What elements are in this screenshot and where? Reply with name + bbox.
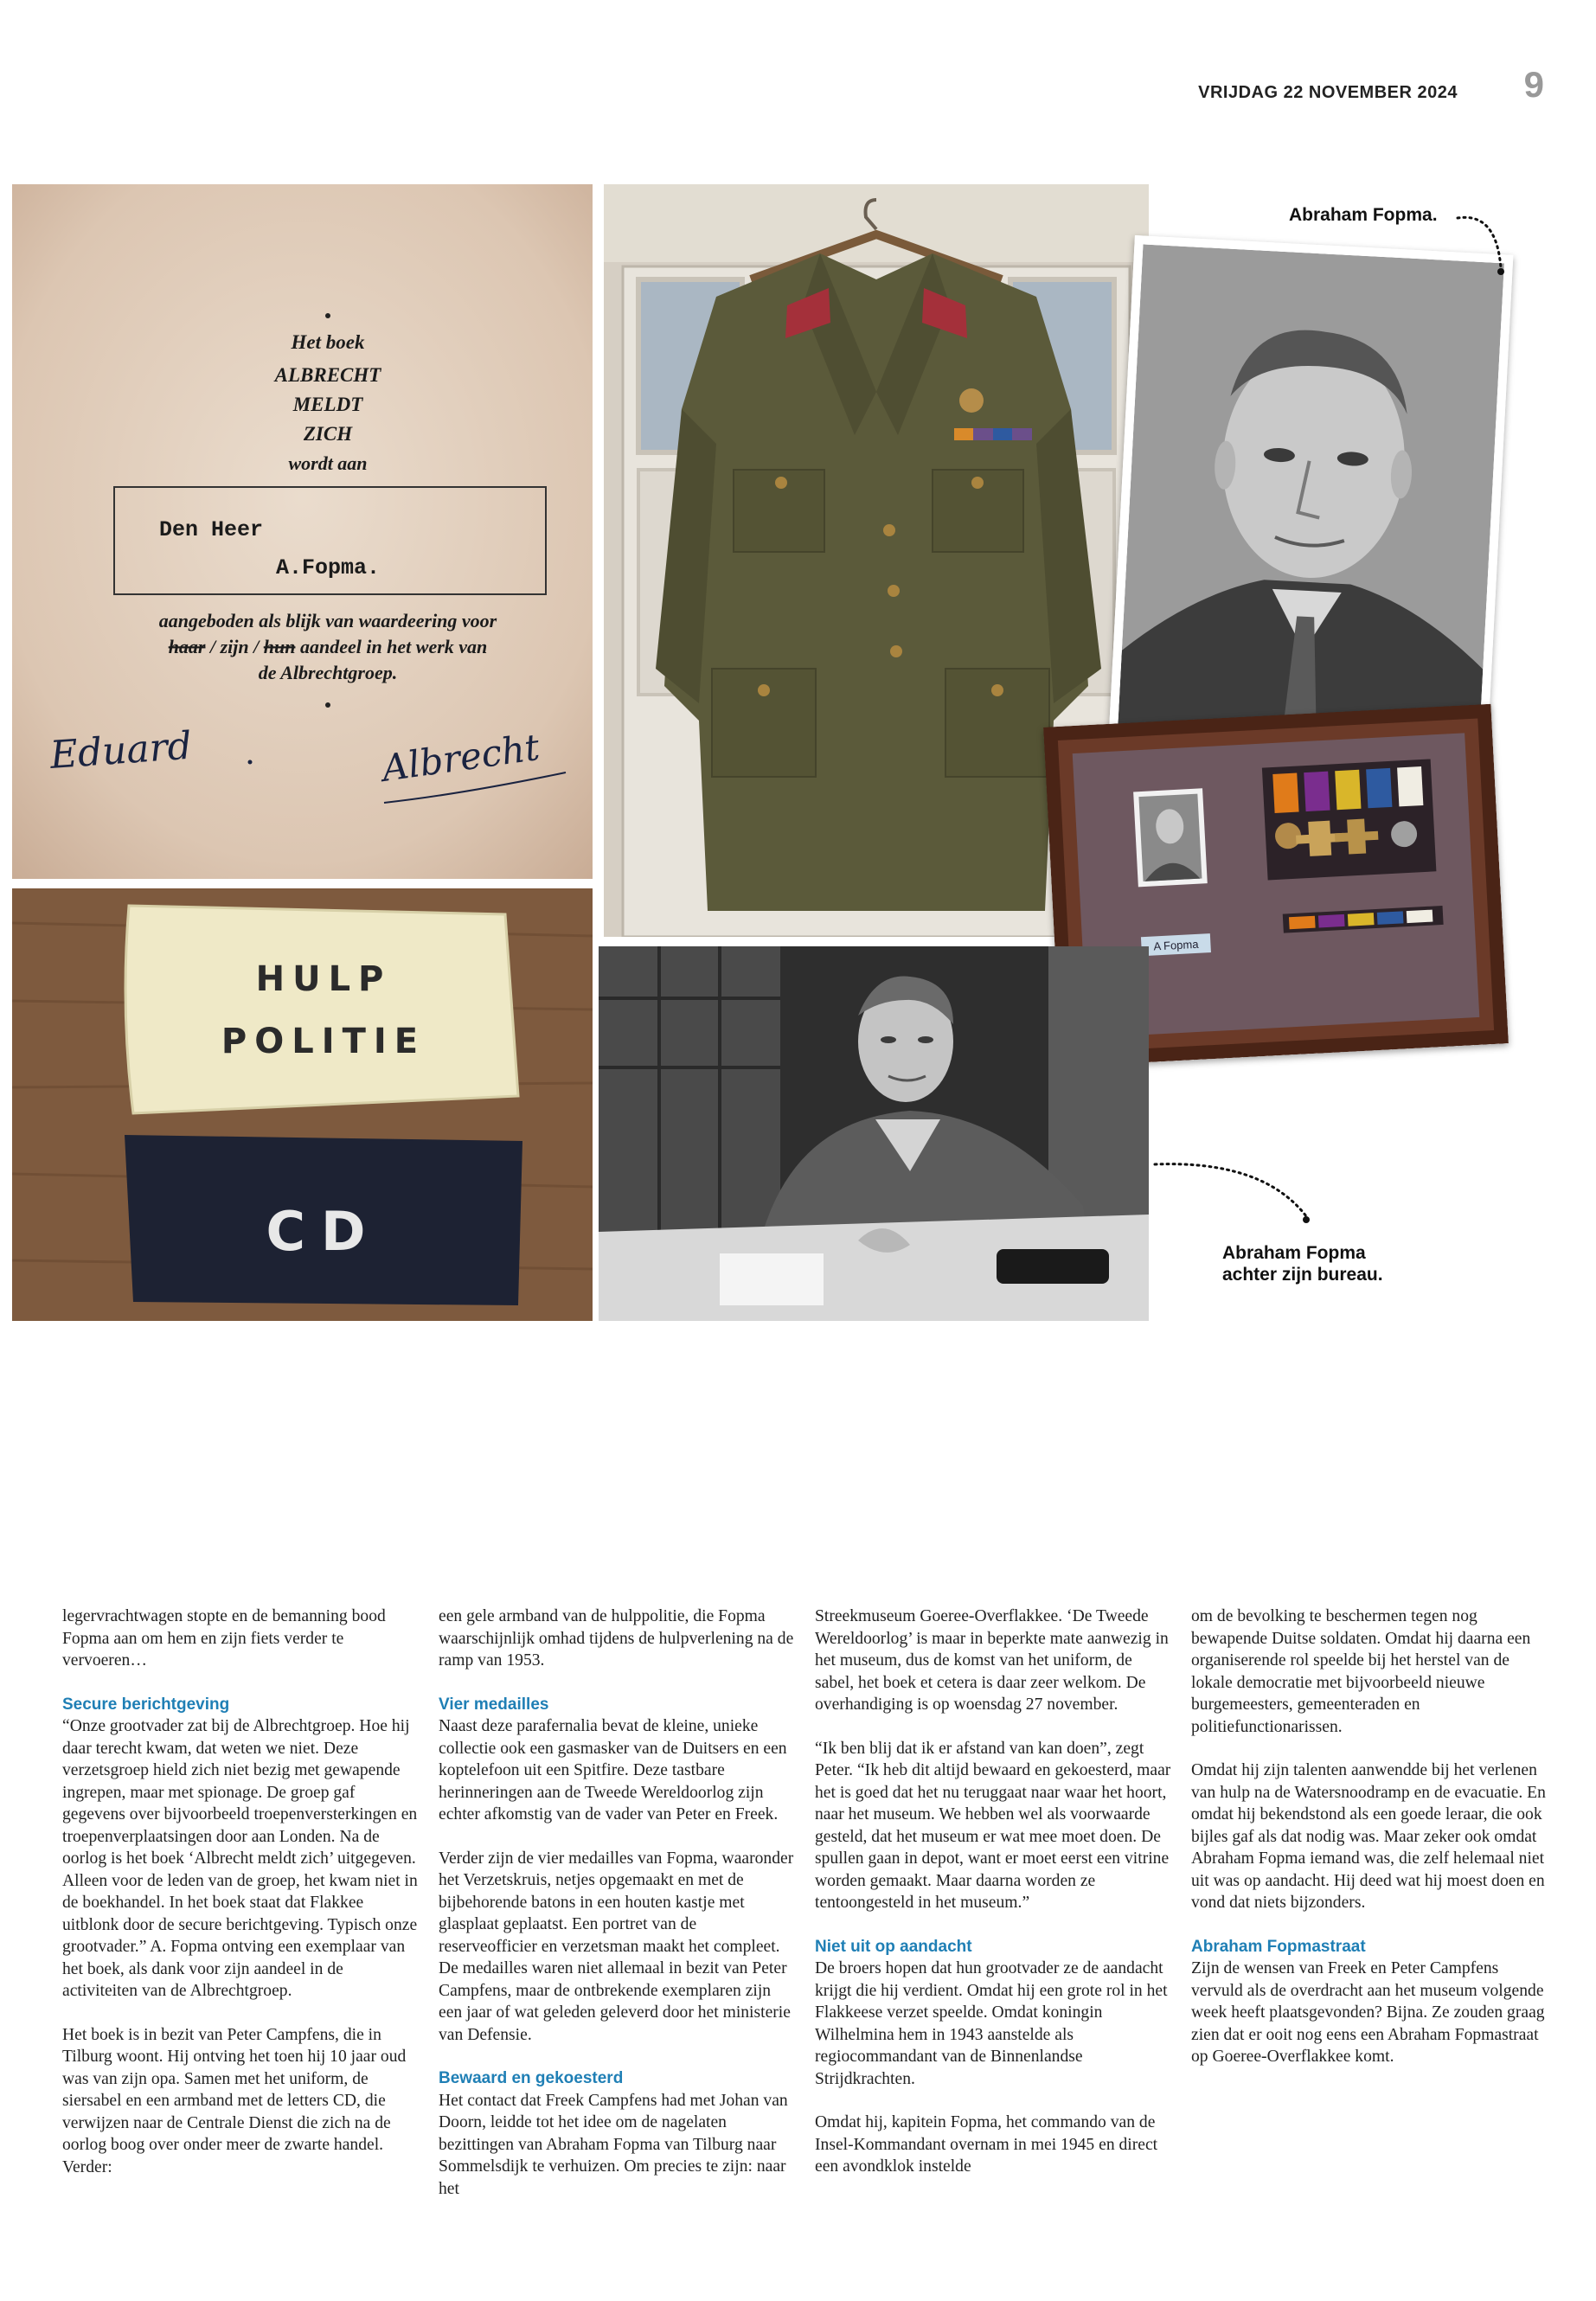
- paragraph: “Ik ben blij dat ik er afstand van kan doen”, zegt Peter. “Ik heb dit altijd bewaard en gekoesterd, maar het is goed dat het nu teruggaat naar waar het hoort, naar het museum. We hebben wel als voorwaarde gesteld, dat het museum er wat mee moet doen. De spullen gaan in depot, want er moet eerst een vitrine worden gemaakt. Maar daarna worden ze tentoongesteld in het museum.”: [815, 1739, 1171, 1912]
- article-column-2: [439, 1606, 797, 2221]
- caption-desk-line1: Abraham Fopma: [1222, 1243, 1366, 1263]
- book-dedication2: haar / zijn / hun aandeel in het werk van: [168, 636, 488, 657]
- paragraph: Omdat hij, kapitein Fopma, het commando van de Insel-Kommandant overnam in mei 1945 en direct een avondklok instelde: [815, 2113, 1158, 2176]
- page-number: 9: [1523, 64, 1544, 105]
- caption-desk-line2: achter zijn bureau.: [1222, 1265, 1383, 1285]
- paragraph: De broers hopen dat hun grootvader ze de aandacht krijgt die hij verdient. Omdat hij een grote rol in het Flakkeese verzet speelde. Omdat koningin Wilhelmina hem in 1943 aanstelde als regiocommandant van de Binnenlandse Strijdkrachten.: [815, 1959, 1168, 2088]
- paragraph: Omdat hij zijn talenten aanwendde bij het verlenen van hulp na de Watersnoodramp en de evacuatie. En omdat hij bekendstond als een goede leraar, die ook bijles gaf als dat nodig was. Maar zeker ook omdat Abraham Fopma iemand was, die zelf helemaal niet uit was op aandacht. Hij deed wat hij moest doen en vond dat niets bijzonders.: [1191, 1761, 1546, 1912]
- book-dedication3: de Albrechtgroep.: [258, 662, 398, 683]
- paragraph: Naast deze parafernalia bevat de kleine, unieke collectie ook een gasmasker van de Duitsers en een koptelefoon uit een Spitfire. Deze tastbare herinneringen aan de Tweede Wereldoorlog zijn echter afkomstig van de vader van Peter en Freek.: [439, 1717, 787, 1823]
- armband-hulp: HULP: [255, 959, 392, 999]
- book-box-line1: Den Heer: [159, 517, 264, 542]
- subheading-abraham-fopmastraat: Abraham Fopmastraat: [1191, 1937, 1366, 1956]
- photo-portrait: [1108, 235, 1514, 773]
- book-line3: MELDT: [292, 394, 363, 415]
- paragraph: om de bevolking te beschermen tegen nog bewapende Duitse soldaten. Omdat hij daarna een organiserende rol speelde bij het herstel van de lokale democratie met bijvoorbeeld nieuwe burgemeesters, gemeenteraden en politiefunctionarissen.: [1191, 1607, 1531, 1736]
- photo-at-desk: [599, 946, 1149, 1321]
- caption-desk: [1222, 1242, 1383, 1285]
- article-column-4: [1191, 1606, 1549, 2090]
- issue-date: VRIJDAG 22 NOVEMBER 2024: [1198, 83, 1458, 102]
- signature-albrecht: Albrecht: [379, 725, 542, 790]
- article-column-1: [62, 1606, 420, 2200]
- paragraph: “Onze grootvader zat bij de Albrechtgroep. Hoe hij daar terecht kwam, dat weten we niet. Deze verzetsgroep hield zich niet bezig met gewapende ingrepen, maar met spionage. De groep gaf gegevens over bijvoorbeeld troepenversterkingen en troepenverplaatsingen door aan Londen. Na de oorlog is het boek ‘Albrecht meldt zich’ uitgegeven. Alleen voor de leden van de groep, het kwam niet in de boekhandel. In het boek staat dat Flakkee uitblonk door de secure berichtgeving. Typisch onze grootvader.” A. Fopma ontving een exemplaar van het boek, als dank voor zijn aandeel in de activiteiten van de Albrechtgroep.: [62, 1717, 418, 2000]
- medal-frame-label: A Fopma: [1153, 937, 1199, 953]
- caption-desk-leader: [1151, 1156, 1315, 1234]
- book-dedication1: aangeboden als blijk van waardeering voor: [158, 610, 497, 631]
- paragraph: Zijn de wensen van Freek en Peter Campfens vervuld als de overdracht aan het museum volgende week heeft plaatsgevonden? Bijna. Ze zouden graag zien dat er ooit nog eens een Abraham Fopmastraat op Goeree-Overflakkee komt.: [1191, 1959, 1545, 2066]
- subheading-niet-uit-op-aandacht: Niet uit op aandacht: [815, 1937, 972, 1956]
- book-line2: ALBRECHT: [274, 364, 381, 386]
- armband-politie: POLITIE: [221, 1022, 426, 1061]
- paragraph: Streekmuseum Goeree-Overflakkee. ‘De Tweede Wereldoorlog’ is maar in beperkte mate aanwezig in het museum, dus de komst van het uniform, de sabel, het boek et cetera is daar zeer welkom. De overhandiging is op woensdag 27 november.: [815, 1607, 1169, 1714]
- armband-cd: CD: [266, 1200, 381, 1263]
- book-line5: wordt aan: [288, 452, 368, 474]
- subheading-secure-berichtgeving: Secure berichtgeving: [62, 1695, 230, 1714]
- photo-armbands: [12, 888, 593, 1321]
- paragraph: een gele armband van de hulppolitie, die Fopma waarschijnlijk omhad tijdens de hulpverlening na de ramp van 1953.: [439, 1607, 794, 1670]
- article-column-3: [815, 1606, 1173, 2200]
- paragraph: legervrachtwagen stopte en de bemanning bood Fopma aan om hem en zijn fiets verder te vervoeren…: [62, 1607, 386, 1670]
- caption-portrait: Abraham Fopma.: [1289, 205, 1438, 225]
- subheading-bewaard-en-gekoesterd: Bewaard en gekoesterd: [439, 2069, 624, 2087]
- signature-eduard: Eduard: [48, 723, 194, 778]
- paragraph: Verder zijn de vier medailles van Fopma, waaronder het Verzetskruis, netjes opgemaakt en met de bijbehorende batons in een houten kastje met glasplaat geplaatst. Een portret van de reserveofficier en verzetsman maakt het compleet. De medailles waren niet allemaal in bezit van Peter Campfens, maar de ontbrekende exemplaren zijn een jaar of wat geleden geleverd door het ministerie van Defensie.: [439, 1849, 794, 2044]
- paragraph: Het boek is in bezit van Peter Campfens, die in Tilburg woont. Hij ontving het toen hij 10 jaar oud was van zijn opa. Samen met het uniform, de siersabel en een armband met de letters CD, die verwijzen naar de Centrale Dienst die zich na de oorlog boog over onder meer de zwarte handel. Verder:: [62, 2025, 407, 2176]
- book-line1: Het boek: [291, 331, 365, 353]
- book-line4: ZICH: [303, 423, 353, 445]
- subheading-vier-medailles: Vier medailles: [439, 1695, 549, 1714]
- paragraph: Het contact dat Freek Campfens had met Johan van Doorn, leidde tot het idee om de nagelaten bezittingen van Abraham Fopma van Tilburg naar Sommelsdijk te verhuizen. Om precies te zijn: naar het: [439, 2091, 788, 2198]
- photo-book-dedication: [12, 184, 593, 879]
- book-box-line2: A.Fopma.: [276, 555, 381, 580]
- caption-portrait-leader: [1453, 208, 1514, 285]
